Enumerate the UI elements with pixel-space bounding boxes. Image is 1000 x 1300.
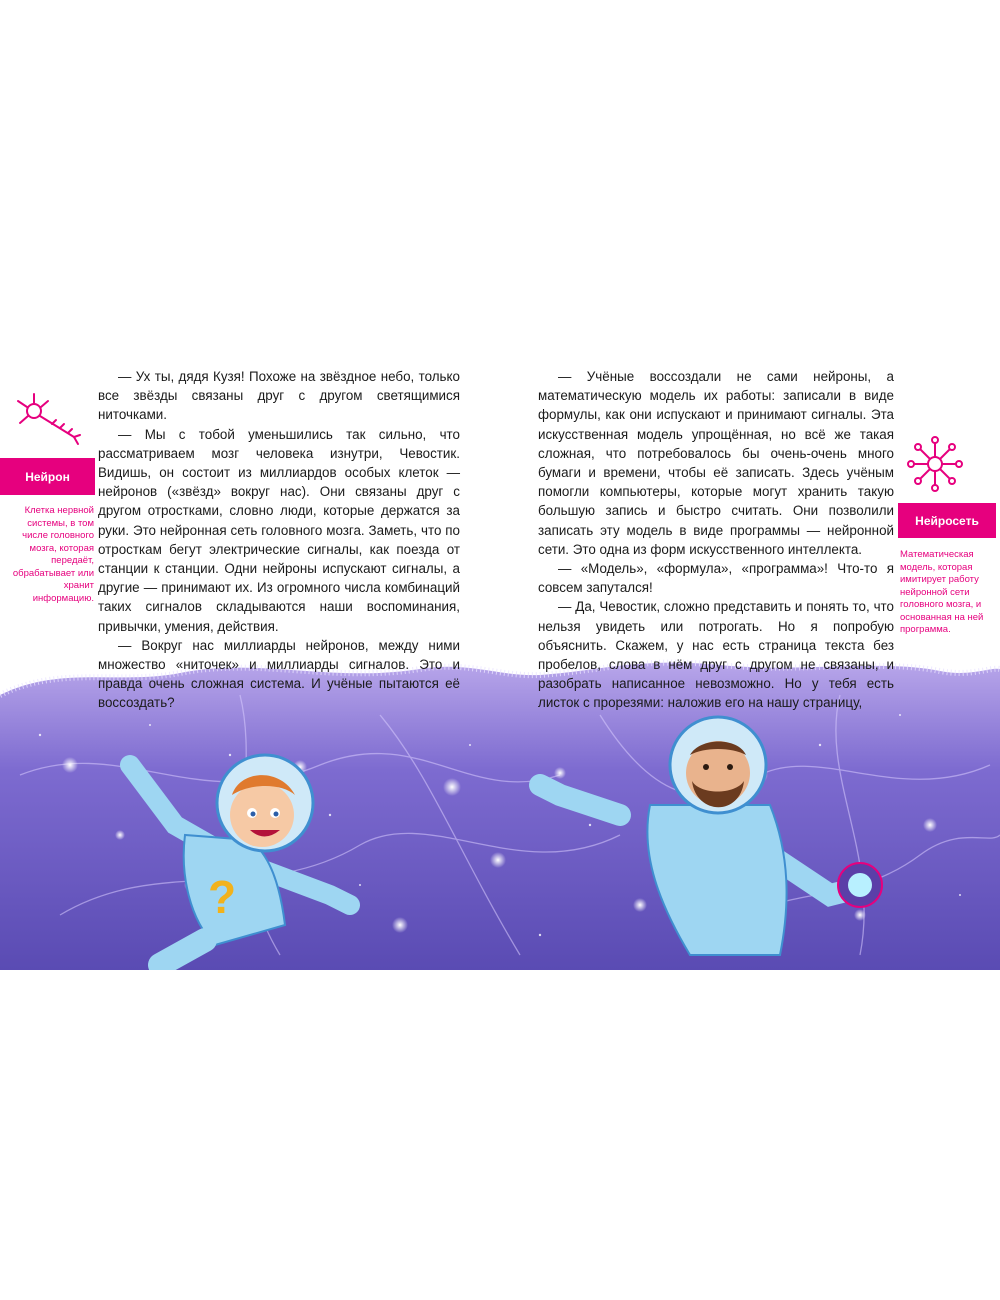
paragraph: — Вокруг нас миллиарды нейронов, между ними множество «ниточек» и миллиарды сигналов. Это и правда очень сложная система. И учёные пытаются её воссоздать? — [98, 637, 460, 711]
book-spread — [0, 355, 1000, 970]
glossary-term-neuron: Нейрон — [0, 458, 95, 495]
neuron-icon — [12, 389, 82, 449]
paragraph: — Ух ты, дядя Кузя! Похоже на звёздное небо, только все звёзды связаны друг с другом светящимися ниточками. — [98, 369, 460, 423]
paragraph: — Учёные воссоздали не сами нейроны, а математическую модель их работы: записали в виде формулы, как они испускают и принимают сигналы. Эта искусственная модель упрощённая, но всё же такая сложная, что потребовалось бы очень-очень много бумаги и времени, чтобы её записать. Здесь учёным помогли компьютеры, которые могут хранить такую большую запись и быстро считать. Они позволили записать эту модель в виде программы — нейронной сети. Это одна из форм искусственного интеллекта. — [538, 369, 894, 557]
paragraph: — Да, Чевостик, сложно представить и понять то, что нельзя увидеть или потрогать. Но я попробую объяснить. Скажем, у нас есть страница текста без пробелов, слова в нём друг с другом не связаны, и разобрать написанное невозможно. Но у тебя есть листок с прорезями: наложив его на нашу страницу, — [538, 599, 894, 711]
right-page-text — [538, 367, 894, 713]
neural-network-icon — [902, 431, 968, 497]
paragraph: — «Модель», «формула», «программа»! Что-то я совсем запутался! — [538, 561, 894, 596]
glossary-definition-neural-network: Математическая модель, которая имитирует работу нейронной сети головного мозга, и основанная на ней программа. — [900, 549, 984, 635]
left-page-text — [98, 367, 460, 713]
glossary-definition-neuron: Клетка нервной системы, в том числе головного мозга, которая передаёт, обрабатывает или хранит информацию. — [12, 505, 94, 604]
paragraph: — Мы с тобой уменьшились так сильно, что рассматриваем мозг человека изнутри, Чевостик. Видишь, он состоит из миллиардов особых клеток — нейронов («звёзд» вокруг нас). Они связаны друг с другом отростками, словно люди, которые держатся за руки. Это нейронная сеть головного мозга. Заметь, что по отросткам бегут электрические сигналы, как поезда от станции к станции. Одни нейроны испускают сигналы, а другие — принимают их. Из огромного числа комбинаций таких сигналов складываются наши воспоминания, привычки, умения, действия. — [98, 426, 460, 634]
question-mark-emblem: ? — [208, 871, 237, 923]
glossary-term-neural-network: Нейросеть — [898, 503, 996, 538]
